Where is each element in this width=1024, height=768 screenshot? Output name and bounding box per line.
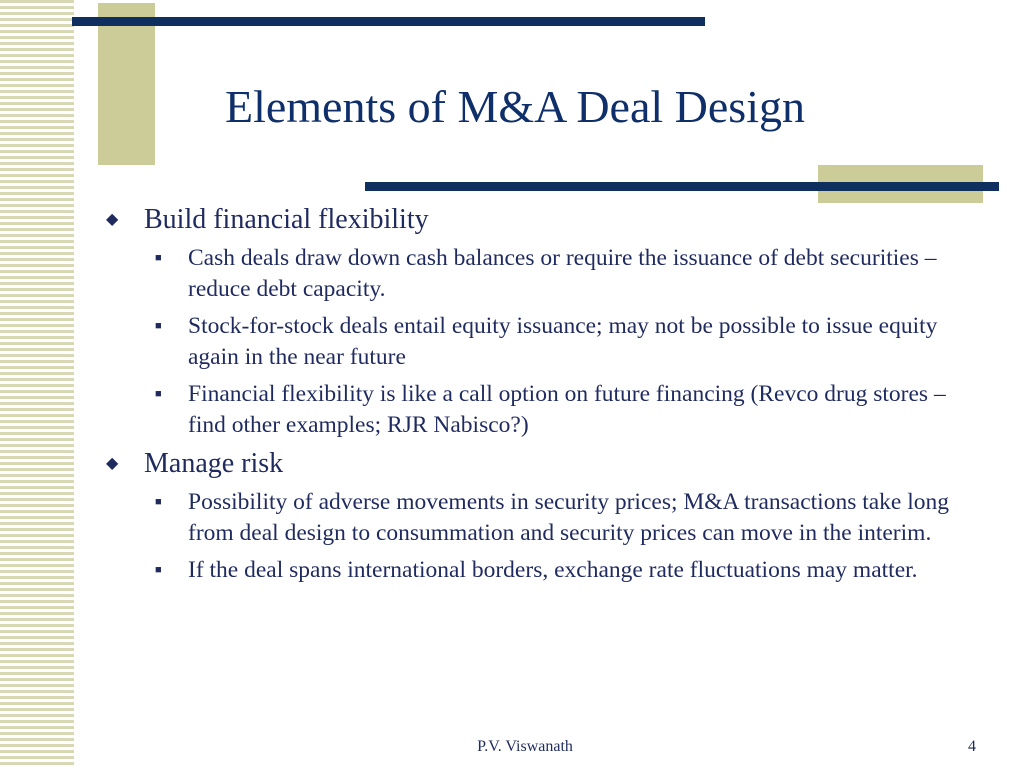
diamond-bullet-icon: ◆ [106,211,119,228]
bullet-level2 [155,555,985,586]
square-bullet-icon: ■ [155,564,162,576]
slide-body [105,203,985,592]
bullet-text: Financial flexibility is like a call option on future financing (Revco drug stores – find other examples; RJR Nabisco?) [188,381,946,438]
title-underline-bar [365,182,999,191]
slide-number: 4 [968,738,976,755]
bullet-text: If the deal spans international borders, exchange rate fluctuations may matter. [188,557,918,583]
square-bullet-icon: ■ [155,320,162,332]
bullet-text: Stock-for-stock deals entail equity issuance; may not be possible to issue equity again in the near future [188,313,938,370]
diamond-bullet-icon: ◆ [106,455,119,472]
square-bullet-icon: ■ [155,388,162,400]
bullet-level1 [105,447,985,481]
top-accent-line [72,17,705,26]
square-bullet-icon: ■ [155,496,162,508]
slide-title: Elements of M&A Deal Design [224,81,805,132]
bullet-level2 [155,487,985,549]
bullet-level1 [105,203,985,237]
bullet-level2 [155,243,985,305]
footer-author: P.V. Viswanath [477,738,573,755]
bullet-level2 [155,311,985,373]
bullet-text: Possibility of adverse movements in security prices; M&A transactions take long from deal design to consummation and security prices can move in the interim. [188,489,950,546]
bullet-text: Build financial flexibility [144,204,429,235]
bullet-level2 [155,379,985,441]
title-accent-block [98,3,155,165]
bullet-text: Cash deals draw down cash balances or require the issuance of debt securities – reduce debt capacity. [188,245,937,302]
striped-sidebar-decoration [0,0,74,768]
square-bullet-icon: ■ [155,252,162,264]
bullet-text: Manage risk [144,448,284,479]
